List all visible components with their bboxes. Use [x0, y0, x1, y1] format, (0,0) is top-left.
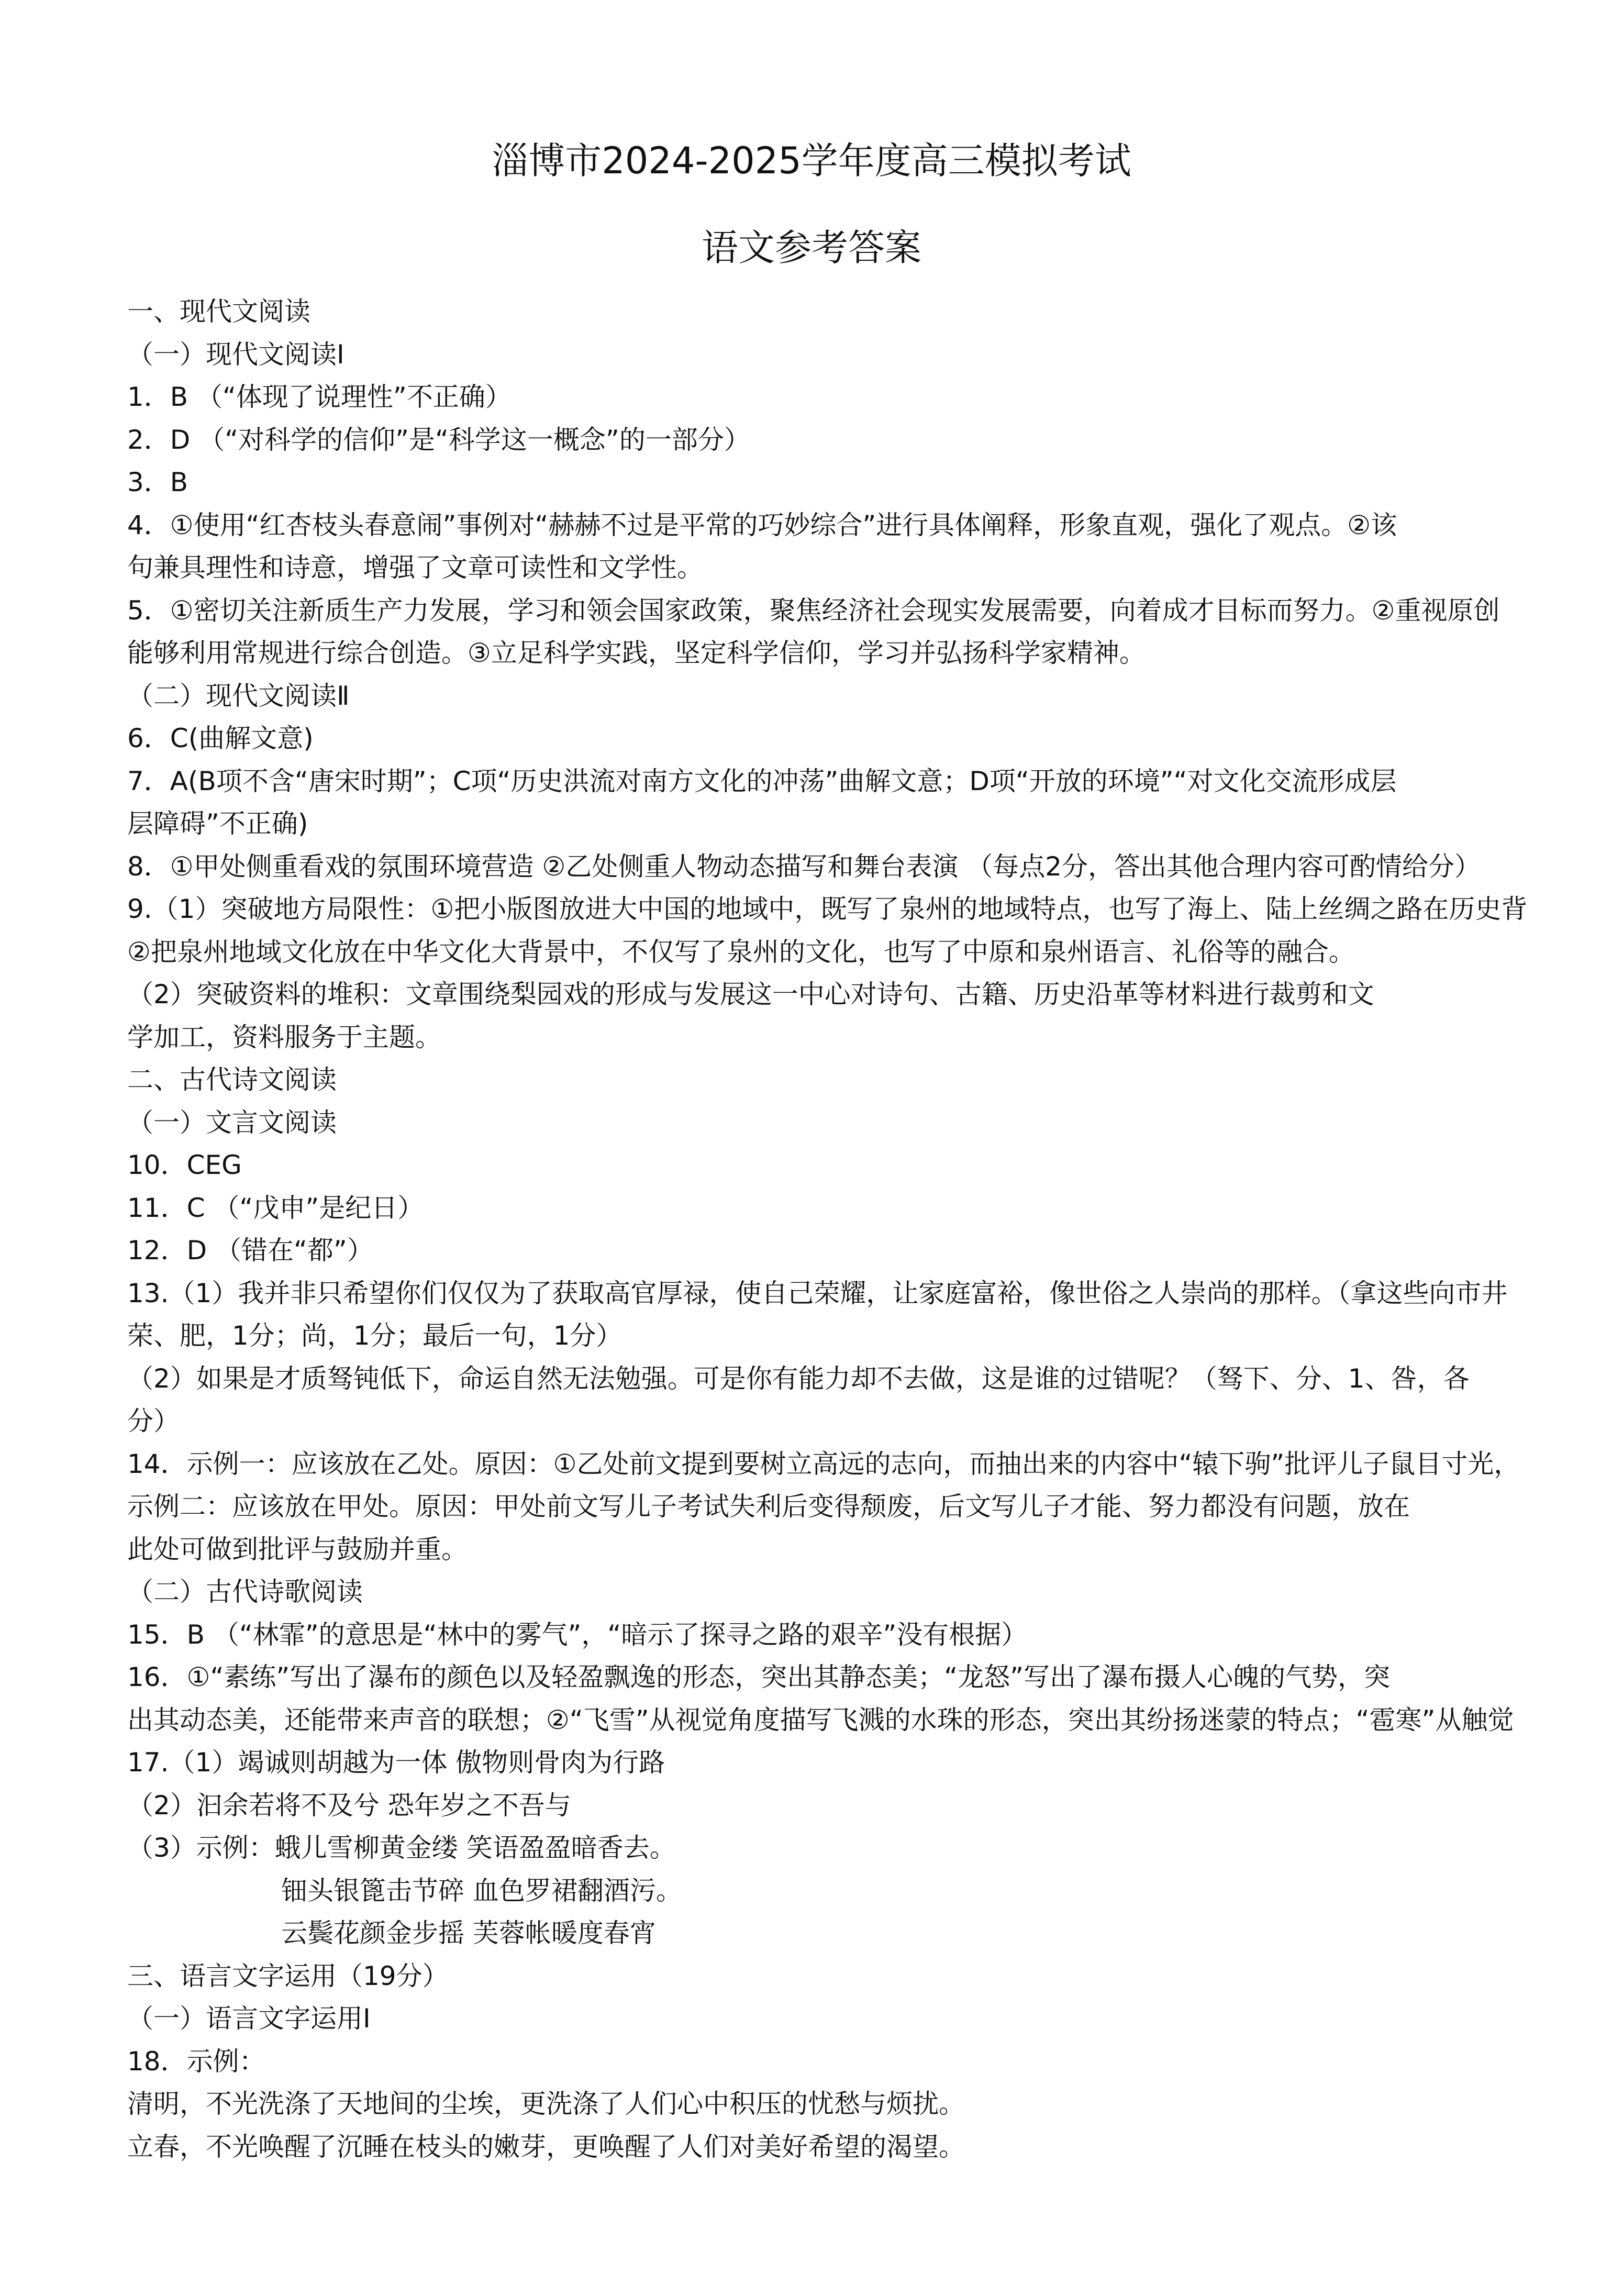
answer-line: 2．D （“对科学的信仰”是“科学这一概念”的一部分） — [127, 424, 750, 455]
answer-line: 1．B （“体现了说理性”不正确） — [127, 382, 512, 412]
answer-line: 13.（1）我并非只希望你们仅仅为了获取高官厚禄，使自己荣耀，让家庭富裕，像世俗之人崇尚的那样。（拿这些向市井 — [127, 1278, 1508, 1308]
document-subtitle: 语文参考答案 — [702, 226, 921, 269]
section-heading-modern-reading: 一、现代文阅读 — [127, 296, 310, 327]
answer-line: 12．D （错在“都”） — [127, 1235, 373, 1266]
answer-content — [127, 291, 1623, 2168]
answer-line: 18．示例： — [127, 2046, 265, 2077]
answer-line: 分） — [127, 1406, 180, 1436]
answer-line: 15．B （“林霏”的意思是“林中的雾气”，“暗示了探寻之路的艰辛”没有根据） — [127, 1619, 1028, 1650]
answer-line: 示例二：应该放在甲处。原因：甲处前文写儿子考试失利后变得颓废，后文写儿子才能、努力都没有问题，放在 — [127, 1491, 1410, 1522]
answer-line: 6．C(曲解文意) — [127, 723, 314, 753]
subsection-heading: （二）古代诗歌阅读 — [127, 1577, 363, 1607]
section-heading-language: 三、语言文字运用（19分） — [127, 1960, 449, 1991]
subsection-heading: （二）现代文阅读Ⅱ — [127, 680, 350, 711]
answer-line: 出其动态美，还能带来声音的联想；②“飞雪”从视觉角度描写飞溅的水珠的形态，突出其纷扬迷蒙的特点；“雹寒”从触觉 — [127, 1704, 1514, 1735]
answer-line: 17.（1）竭诚则胡越为一体 傲物则骨肉为行路 — [127, 1747, 665, 1778]
answer-line: 3．B — [127, 467, 188, 497]
answer-line: 句兼具理性和诗意，增强了文章可读性和文学性。 — [127, 552, 703, 583]
answer-line: 9.（1）突破地方局限性：①把小版图放进大中国的地域中，既写了泉州的地域特点，也写了海上、陆上丝绸之路在历史背 — [127, 894, 1528, 924]
answer-line: 5．①密切关注新质生产力发展，学习和领会国家政策，聚焦经济社会现实发展需要，向着成才目标而努力。②重视原创 — [127, 595, 1500, 626]
answer-line: 16．①“素练”写出了瀑布的颜色以及轻盈飘逸的形态，突出其静态美；“龙怒”写出了瀑布摄人心魄的气势，突 — [127, 1662, 1391, 1692]
answer-line: 7．A(B项不含“唐宋时期”；C项“历史洪流对南方文化的冲荡”曲解文意；D项“开放的环境”“对文化交流形成层 — [127, 766, 1397, 796]
document-title: 淄博市2024-2025学年度高三模拟考试 — [492, 139, 1131, 182]
subsection-heading: （一）现代文阅读Ⅰ — [127, 339, 344, 370]
subsection-heading: （一）语言文字运用Ⅰ — [127, 2003, 371, 2034]
answer-line: 此处可做到批评与鼓励并重。 — [127, 1534, 468, 1565]
subsection-heading: （一）文言文阅读 — [127, 1107, 337, 1138]
answer-line: 学加工，资料服务于主题。 — [127, 1022, 441, 1052]
answer-line: 立春，不光唤醒了沉睡在枝头的嫩芽，更唤醒了人们对美好希望的渴望。 — [127, 2131, 965, 2162]
answer-line: 荣、肥，1分；尚，1分；最后一句，1分） — [127, 1321, 622, 1351]
answer-line: 10．CEG — [127, 1150, 242, 1180]
answer-line: 8．①甲处侧重看戏的氛围环境营造 ②乙处侧重人物动态描写和舞台表演 （每点2分，答出其他合理内容可酌情给分） — [127, 851, 1481, 882]
answer-line: （3）示例：蛾儿雪柳黄金缕 笑语盈盈暗香去。 — [127, 1833, 676, 1863]
answer-line: 层障碍”不正确) — [127, 808, 308, 839]
answer-line: 能够利用常规进行综合创造。③立足科学实践，坚定科学信仰，学习并弘扬科学家精神。 — [127, 638, 1146, 668]
poem-line: 钿头银篦击节碎 血色罗裙翻酒污。 — [281, 1875, 682, 1906]
section-heading-classical: 二、古代诗文阅读 — [127, 1064, 337, 1095]
answer-line: ②把泉州地域文化放在中华文化大背景中，不仅写了泉州的文化，也写了中原和泉州语言、礼俗等的融合。 — [127, 936, 1355, 967]
answer-line: 清明，不光洗涤了天地间的尘埃，更洗涤了人们心中积压的忧愁与烦扰。 — [127, 2089, 965, 2119]
answer-line: 4．①使用“红杏枝头春意闹”事例对“赫赫不过是平常的巧妙综合”进行具体阐释，形象直观，强化了观点。②该 — [127, 509, 1397, 540]
answer-line: 11．C （“戊申”是纪日） — [127, 1192, 424, 1223]
answer-line: （2）突破资料的堆积：文章围绕梨园戏的形成与发展这一中心对诗句、古籍、历史沿革等材料进行裁剪和文 — [127, 979, 1374, 1010]
answer-line: （2）汩余若将不及兮 恐年岁之不吾与 — [127, 1790, 571, 1821]
poem-line: 云鬓花颜金步摇 芙蓉帐暖度春宵 — [281, 1918, 656, 1948]
answer-line: 14．示例一：应该放在乙处。原因：①乙处前文提到要树立高远的志向，而抽出来的内容中“辕下驹”批评儿子鼠目寸光， — [127, 1448, 1520, 1479]
answer-line: （2）如果是才质驽钝低下，命运自然无法勉强。可是你有能力却不去做，这是谁的过错呢？（驽下、分、1、咎，各 — [127, 1363, 1470, 1394]
